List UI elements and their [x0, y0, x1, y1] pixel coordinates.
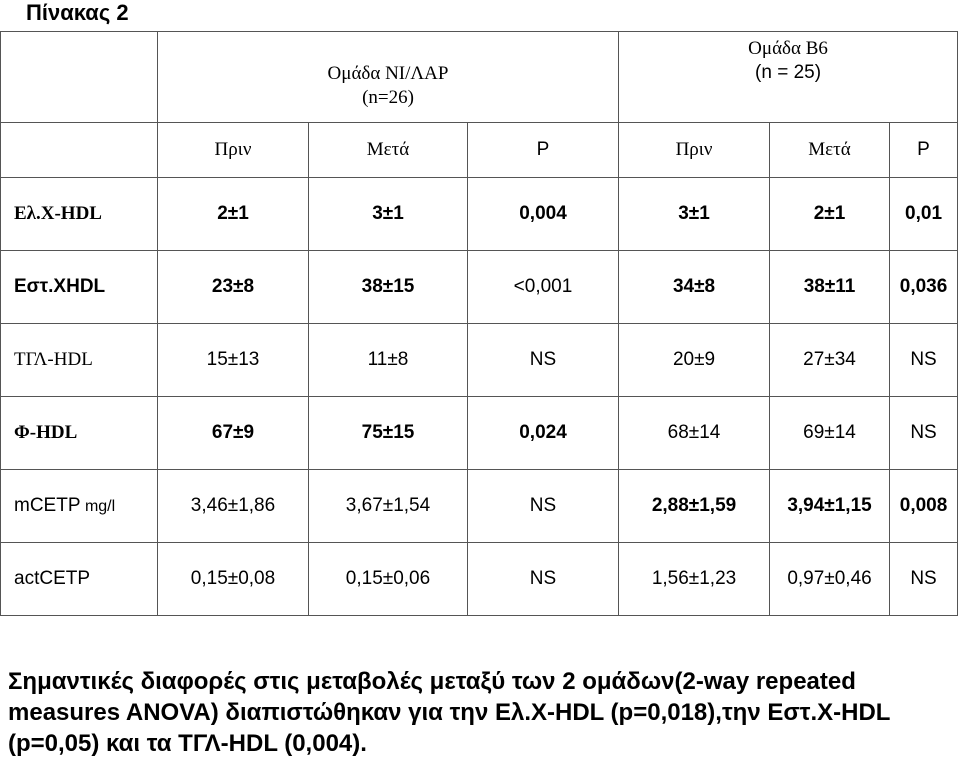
cell: 0,15±0,06 [309, 543, 468, 616]
row-label [1, 470, 158, 543]
cell: 20±9 [619, 324, 770, 397]
subheader-b-p: P [890, 123, 958, 178]
cell: 0,004 [468, 178, 619, 251]
table-row [1, 178, 958, 251]
subheader-a-after: Μετά [309, 123, 468, 178]
subheader-a-before: Πριν [158, 123, 309, 178]
cell: 23±8 [158, 251, 309, 324]
cell: 0,97±0,46 [770, 543, 890, 616]
subheader-b-before: Πριν [619, 123, 770, 178]
subheader-row [1, 123, 958, 178]
cell: 1,56±1,23 [619, 543, 770, 616]
cell: 68±14 [619, 397, 770, 470]
cell: 3±1 [619, 178, 770, 251]
group-b-header [619, 32, 958, 123]
table-title: Πίνακας 2 [26, 0, 129, 25]
cell: 3,94±1,15 [770, 470, 890, 543]
cell: NS [890, 543, 958, 616]
cell: 2±1 [770, 178, 890, 251]
cell: 34±8 [619, 251, 770, 324]
group-a-name: Ομάδα ΝΙ/ΛΑΡ [327, 63, 449, 84]
row-label [1, 397, 158, 470]
table-row [1, 543, 958, 616]
cell: NS [890, 397, 958, 470]
row-label-text: Ελ.Χ-HDL [14, 203, 102, 224]
group-a-header [158, 32, 619, 123]
cell: 3,67±1,54 [309, 470, 468, 543]
cell: 2,88±1,59 [619, 470, 770, 543]
cell: <0,001 [468, 251, 619, 324]
cell: 11±8 [309, 324, 468, 397]
subheader-b-after: Μετά [770, 123, 890, 178]
cell: 27±34 [770, 324, 890, 397]
subheader-empty [1, 123, 158, 178]
cell: 0,15±0,08 [158, 543, 309, 616]
group-b-n: (n = 25) [755, 62, 822, 83]
table-row [1, 251, 958, 324]
cell: 3,46±1,86 [158, 470, 309, 543]
table-row [1, 324, 958, 397]
group-header-row [1, 32, 958, 123]
cell: 0,024 [468, 397, 619, 470]
cell: NS [468, 324, 619, 397]
cell: 67±9 [158, 397, 309, 470]
significance-note: Σημαντικές διαφορές στις μεταβολές μεταξύ των 2 ομάδων(2-way repeated measures ANOVA) διαπιστώθηκαν για την Ελ.Χ-HDL (p=0,018),την Εστ.Χ-HDL (p=0,05) και τα ΤΓΛ-HDL (0,004). [8, 668, 891, 757]
row-label: actCETP [1, 543, 158, 616]
subheader-a-p: P [468, 123, 619, 178]
row-label-text: Φ-HDL [14, 422, 78, 443]
group-b-name: Ομάδα Β6 [748, 38, 828, 59]
table-row [1, 470, 958, 543]
row-label [1, 178, 158, 251]
cell: 2±1 [158, 178, 309, 251]
cell: NS [468, 543, 619, 616]
table-row [1, 397, 958, 470]
cell: NS [468, 470, 619, 543]
row-label-unit: mg/l [80, 498, 116, 515]
row-label-main: mCETP [14, 495, 81, 516]
cell: 38±15 [309, 251, 468, 324]
cell: 38±11 [770, 251, 890, 324]
row-label: Εστ.ΧHDL [1, 251, 158, 324]
results-table [0, 31, 958, 616]
cell: 0,008 [890, 470, 958, 543]
cell: 0,036 [890, 251, 958, 324]
cell: 15±13 [158, 324, 309, 397]
cell: 69±14 [770, 397, 890, 470]
row-label: ΤΓΛ-HDL [1, 324, 158, 397]
cell: 75±15 [309, 397, 468, 470]
corner-cell [1, 32, 158, 123]
cell: 3±1 [309, 178, 468, 251]
cell: NS [890, 324, 958, 397]
cell: 0,01 [890, 178, 958, 251]
group-a-n: (n=26) [362, 87, 414, 108]
